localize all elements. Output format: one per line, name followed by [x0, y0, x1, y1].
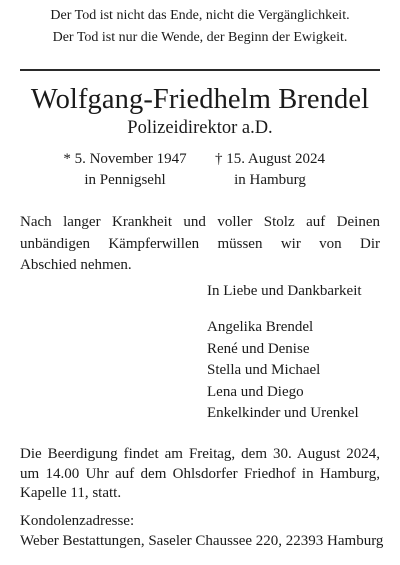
mourners-list: [207, 317, 359, 425]
divider-rule: [20, 69, 380, 71]
message-line: Abschied nehmen.: [20, 257, 132, 273]
funeral-line: Die Beerdigung findet am Freitag, dem 30. August 2024,: [20, 446, 380, 462]
verse-line-1: Der Tod ist nicht das Ende, nicht die Vergänglichkeit.: [50, 8, 350, 23]
death-date: † 15. August 2024: [214, 151, 325, 167]
condolence-address-text: Weber Bestattungen, Saseler Chaussee 220, 22393 Hamburg: [20, 532, 384, 549]
funeral-details: [20, 445, 380, 504]
birth-place: in Pennigsehl: [84, 172, 166, 188]
mourner: Lena und Diego: [207, 383, 304, 400]
farewell-message: [20, 212, 380, 277]
mourner: Angelika Brendel: [207, 319, 314, 335]
funeral-line: um 14.00 Uhr auf dem Ohlsdorfer Friedhof in Hamburg,: [20, 465, 380, 482]
deceased-title: Polizeidirektor a.D.: [127, 118, 273, 138]
deceased-name: Wolfgang-Friedhelm Brendel: [30, 84, 370, 115]
death-place: in Hamburg: [234, 172, 306, 188]
message-line: unbändigen Kämpferwillen müssen wir von Dir: [20, 235, 380, 252]
condolence-label: Kondolenzadresse:: [20, 513, 135, 529]
message-line: Nach langer Krankheit und voller Stolz auf Deinen: [20, 214, 380, 230]
condolence-address: [20, 512, 384, 551]
verse-line-2: Der Tod ist nur die Wende, der Beginn der Ewigkeit.: [52, 30, 348, 45]
birth-block: [50, 149, 200, 191]
mourner: Enkelkinder und Urenkel: [207, 405, 359, 421]
greeting: In Liebe und Dankbarkeit: [207, 283, 362, 299]
funeral-line: Kapelle 11, statt.: [20, 485, 122, 501]
birth-date: * 5. November 1947: [63, 151, 187, 167]
mourner: René und Denise: [207, 340, 310, 357]
mourner: Stella und Michael: [207, 362, 321, 378]
death-block: [195, 149, 345, 191]
